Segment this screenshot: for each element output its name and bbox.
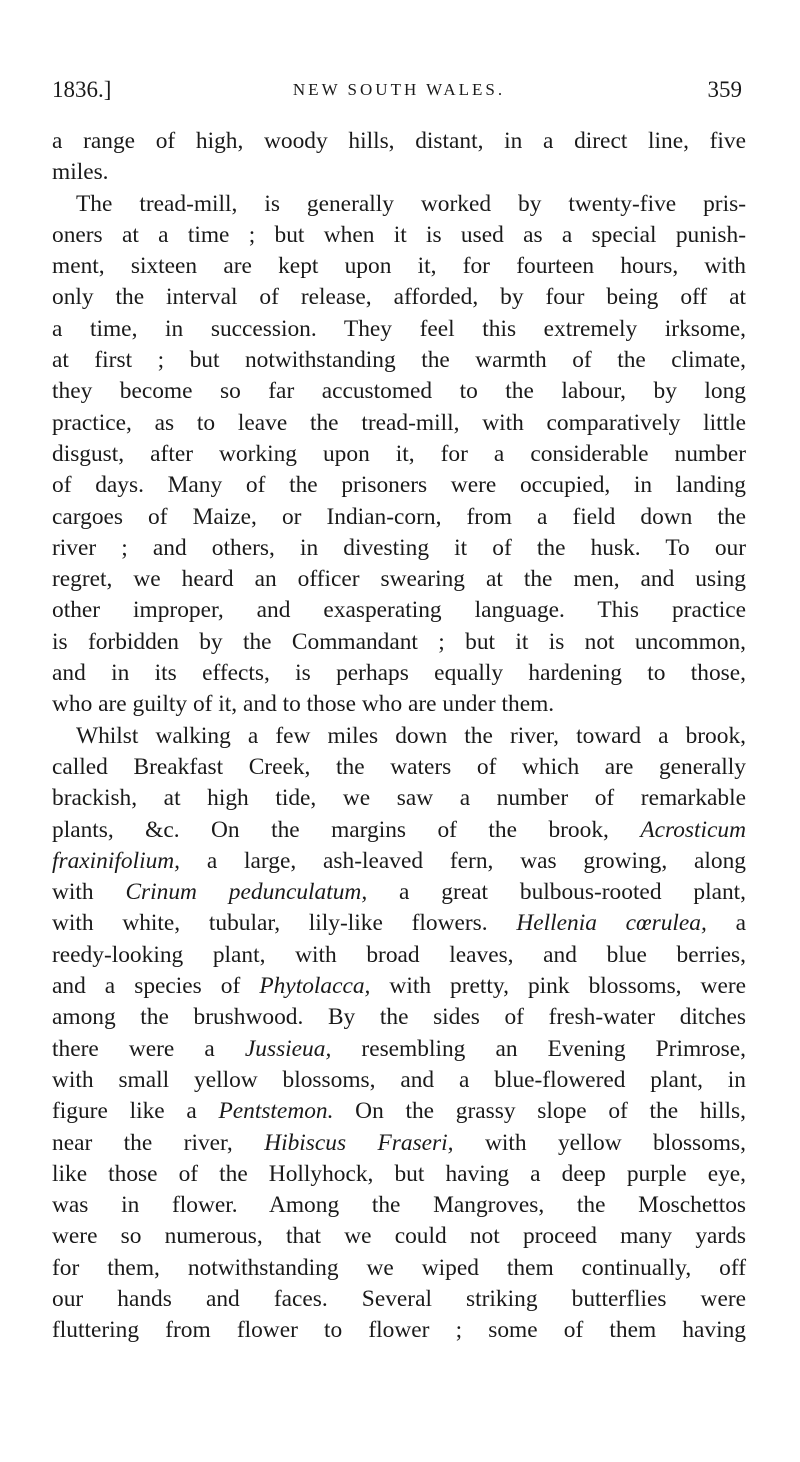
text-line xyxy=(52,564,746,595)
italic-text-segment: Phytolacca, xyxy=(259,973,371,1000)
text-segment: of days. Many of the prisoners were occupied, in landing xyxy=(52,472,746,499)
text-segment: On the grassy slope of the hills, xyxy=(333,1098,746,1125)
text-line xyxy=(52,126,746,157)
text-segment: with small yellow blossoms, and a blue-flowered plant, in xyxy=(52,1066,746,1093)
text-segment: only the interval of release, afforded, by four being off at xyxy=(52,284,746,311)
running-head xyxy=(52,70,746,110)
text-line xyxy=(52,282,746,313)
text-line xyxy=(52,1065,746,1096)
italic-text-segment: Crinum pedunculatum, xyxy=(125,879,368,906)
text-segment: and in its effects, is perhaps equally hardening to those, xyxy=(52,660,746,687)
text-line xyxy=(52,189,746,220)
book-page xyxy=(52,70,746,1347)
text-line xyxy=(52,439,746,470)
text-line xyxy=(52,251,746,282)
text-segment: oners at a time ; but when it is used as a special punish- xyxy=(52,221,746,248)
text-segment: who are guilty of it, and to those who are under them. xyxy=(52,691,555,718)
italic-text-segment: Hellenia cœrulea, xyxy=(516,910,707,937)
text-line xyxy=(52,846,746,877)
text-segment: practice, as to leave the tread-mill, with comparatively little xyxy=(52,409,746,436)
text-segment: near the river, xyxy=(52,1129,265,1156)
text-line xyxy=(52,1096,746,1127)
text-line xyxy=(52,940,746,971)
italic-text-segment: Jussieua, xyxy=(244,1035,332,1062)
text-segment: with pretty, pink blossoms, were xyxy=(370,973,746,1000)
text-segment: brackish, at high tide, we saw a number of remarkable xyxy=(52,785,746,812)
text-segment: regret, we heard an officer swearing at the men, and using xyxy=(52,566,746,593)
text-line xyxy=(52,376,746,407)
text-segment: a xyxy=(706,910,746,937)
text-line xyxy=(52,1159,746,1190)
text-line xyxy=(52,627,746,658)
text-segment: were so numerous, that we could not proceed many yards xyxy=(52,1223,746,1250)
text-segment: our hands and faces. Several striking butterflies were xyxy=(52,1285,746,1312)
text-line xyxy=(52,689,746,720)
text-line xyxy=(52,721,746,752)
text-segment: The tread-mill, is generally worked by twenty-five pris- xyxy=(76,190,746,217)
text-segment: a great bulbous-rooted plant, xyxy=(367,879,746,906)
text-line xyxy=(52,1284,746,1315)
italic-text-segment: fraxinifolium, xyxy=(52,847,180,874)
text-line xyxy=(52,877,746,908)
text-line xyxy=(52,314,746,345)
body-text xyxy=(52,126,746,1347)
header-year: 1836.] xyxy=(52,77,112,102)
text-segment: miles. xyxy=(52,159,109,186)
text-line xyxy=(52,345,746,376)
header-title: NEW SOUTH WALES. xyxy=(292,80,506,99)
text-segment: ment, sixteen are kept upon it, for fourteen hours, with xyxy=(52,253,746,280)
text-line xyxy=(52,908,746,939)
text-segment: was in flower. Among the Mangroves, the Moschettos xyxy=(52,1192,746,1219)
text-segment: a range of high, woody hills, distant, in a direct line, five xyxy=(52,128,746,154)
text-line xyxy=(52,1034,746,1065)
text-segment: there were a xyxy=(52,1035,245,1062)
text-segment: plants, &c. On the margins of the brook, xyxy=(52,816,641,843)
text-line xyxy=(52,658,746,689)
text-segment: resembling an Evening Primrose, xyxy=(331,1035,746,1062)
text-line xyxy=(52,815,746,846)
text-line xyxy=(52,157,746,188)
text-line xyxy=(52,408,746,439)
text-line xyxy=(52,595,746,626)
text-segment: river ; and others, in divesting it of the husk. To our xyxy=(52,534,746,561)
text-segment: other improper, and exasperating language. This practice xyxy=(52,597,746,624)
italic-text-segment: Acrosticum xyxy=(640,816,746,843)
text-segment: disgust, after working upon it, for a considerable number xyxy=(52,440,746,467)
text-segment: with xyxy=(52,879,126,906)
text-segment: is forbidden by the Commandant ; but it is not uncommon, xyxy=(52,628,746,655)
text-segment: a large, ash-leaved fern, was growing, along xyxy=(180,847,746,874)
text-segment: called Breakfast Creek, the waters of which are generally xyxy=(52,753,746,780)
text-line xyxy=(52,1221,746,1252)
text-segment: like those of the Hollyhock, but having a deep purple eye, xyxy=(52,1160,746,1187)
text-segment: reedy-looking plant, with broad leaves, and blue berries, xyxy=(52,941,746,968)
text-segment: Whilst walking a few miles down the river, toward a brook, xyxy=(76,722,746,749)
text-line xyxy=(52,533,746,564)
text-line xyxy=(52,783,746,814)
text-line xyxy=(52,220,746,251)
text-segment: with white, tubular, lily-like flowers. xyxy=(52,910,517,937)
text-line xyxy=(52,1128,746,1159)
text-line xyxy=(52,971,746,1002)
italic-text-segment: Pentstemon. xyxy=(218,1098,334,1125)
text-segment: fluttering from flower to flower ; some of them having xyxy=(52,1317,746,1344)
text-segment: and a species of xyxy=(52,973,260,1000)
text-line xyxy=(52,470,746,501)
text-segment: among the brushwood. By the sides of fresh-water ditches xyxy=(52,1004,746,1031)
text-line xyxy=(52,1315,746,1346)
text-segment: a time, in succession. They feel this extremely irksome, xyxy=(52,315,746,342)
text-segment: figure like a xyxy=(52,1098,219,1125)
text-segment: at first ; but notwithstanding the warmth of the climate, xyxy=(52,347,746,374)
text-segment: for them, notwithstanding we wiped them continually, off xyxy=(52,1254,746,1281)
text-line xyxy=(52,1253,746,1284)
text-segment: they become so far accustomed to the labour, by long xyxy=(52,378,746,405)
text-line xyxy=(52,1190,746,1221)
text-segment: with yellow blossoms, xyxy=(453,1129,746,1156)
text-segment: cargoes of Maize, or Indian-corn, from a field down the xyxy=(52,503,746,530)
italic-text-segment: Hibiscus Fraseri, xyxy=(264,1129,454,1156)
text-line xyxy=(52,502,746,533)
text-line xyxy=(52,1002,746,1033)
text-line xyxy=(52,752,746,783)
page-number: 359 xyxy=(707,77,742,102)
